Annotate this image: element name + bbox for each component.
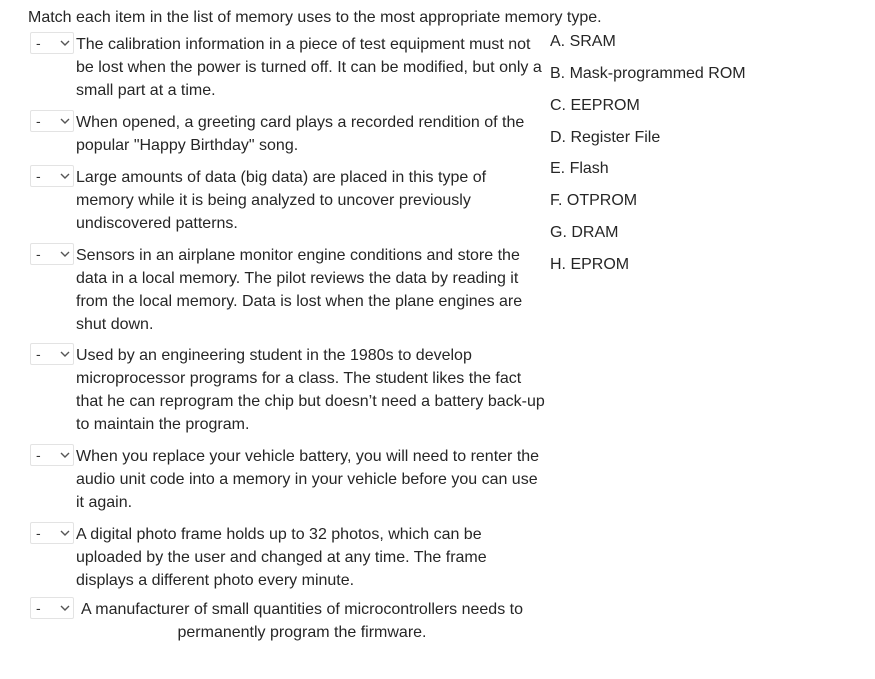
answer-dropdown-3[interactable] [30, 165, 74, 187]
question-text-6: When you replace your vehicle battery, you will need to renter the audio unit code into a memory in your vehicle before you can use it again. [76, 448, 540, 511]
chevron-down-icon [59, 348, 71, 360]
chevron-down-icon [59, 115, 71, 127]
chevron-down-icon [59, 170, 71, 182]
answer-dropdown-6[interactable] [30, 444, 74, 466]
question-text-8: A manufacturer of small quantities of microcontrollers needs to permanently program the firmware. [81, 601, 523, 641]
question-text-7: A digital photo frame holds up to 32 photos, which can be uploaded by the user and changed at any time. The frame displays a different photo every minute. [76, 526, 487, 589]
dropdown-value: - [36, 525, 41, 541]
dropdown-value: - [36, 246, 41, 262]
answer-dropdown-2[interactable] [30, 110, 74, 132]
question-text-1: The calibration information in a piece of test equipment must not be lost when the power is turned off. It can be modified, but only a small part at a time. [76, 36, 542, 99]
dropdown-value: - [36, 113, 41, 129]
dropdown-value: - [36, 447, 41, 463]
dropdown-value: - [36, 346, 41, 362]
answer-choice-a: A. SRAM [550, 33, 616, 50]
answer-choice-e: E. Flash [550, 160, 609, 177]
answer-choice-b: B. Mask-programmed ROM [550, 65, 746, 82]
answer-choice-h: H. EPROM [550, 256, 630, 273]
chevron-down-icon [59, 527, 71, 539]
dropdown-value: - [36, 35, 41, 51]
dropdown-value: - [36, 600, 41, 616]
question-text-5: Used by an engineering student in the 1980s to develop microprocessor programs for a class. The student likes the fact that he can reprogram the chip but doesn’t need a battery back-up to maintain the program. [76, 347, 545, 433]
answer-dropdown-1[interactable] [30, 32, 74, 54]
instructions-text: Match each item in the list of memory uses to the most appropriate memory type. [28, 9, 602, 26]
dropdown-value: - [36, 168, 41, 184]
chevron-down-icon [59, 37, 71, 49]
question-text-2: When opened, a greeting card plays a recorded rendition of the popular "Happy Birthday" song. [76, 114, 525, 154]
answer-dropdown-5[interactable] [30, 343, 74, 365]
answer-choice-g: G. DRAM [550, 224, 619, 241]
answer-dropdown-8[interactable] [30, 597, 74, 619]
answer-choice-c: C. EEPROM [550, 97, 640, 114]
answer-dropdown-4[interactable] [30, 243, 74, 265]
question-text-3: Large amounts of data (big data) are placed in this type of memory while it is being analyzed to uncover previously undiscovered patterns. [76, 169, 487, 232]
answer-choice-f: F. OTPROM [550, 192, 638, 209]
answer-dropdown-7[interactable] [30, 522, 74, 544]
answer-choice-d: D. Register File [550, 129, 661, 146]
chevron-down-icon [59, 449, 71, 461]
question-text-4: Sensors in an airplane monitor engine conditions and store the data in a local memory. The pilot reviews the data by reading it from the local memory. Data is lost when the plane engines are shut down. [76, 247, 523, 333]
chevron-down-icon [59, 248, 71, 260]
chevron-down-icon [59, 602, 71, 614]
